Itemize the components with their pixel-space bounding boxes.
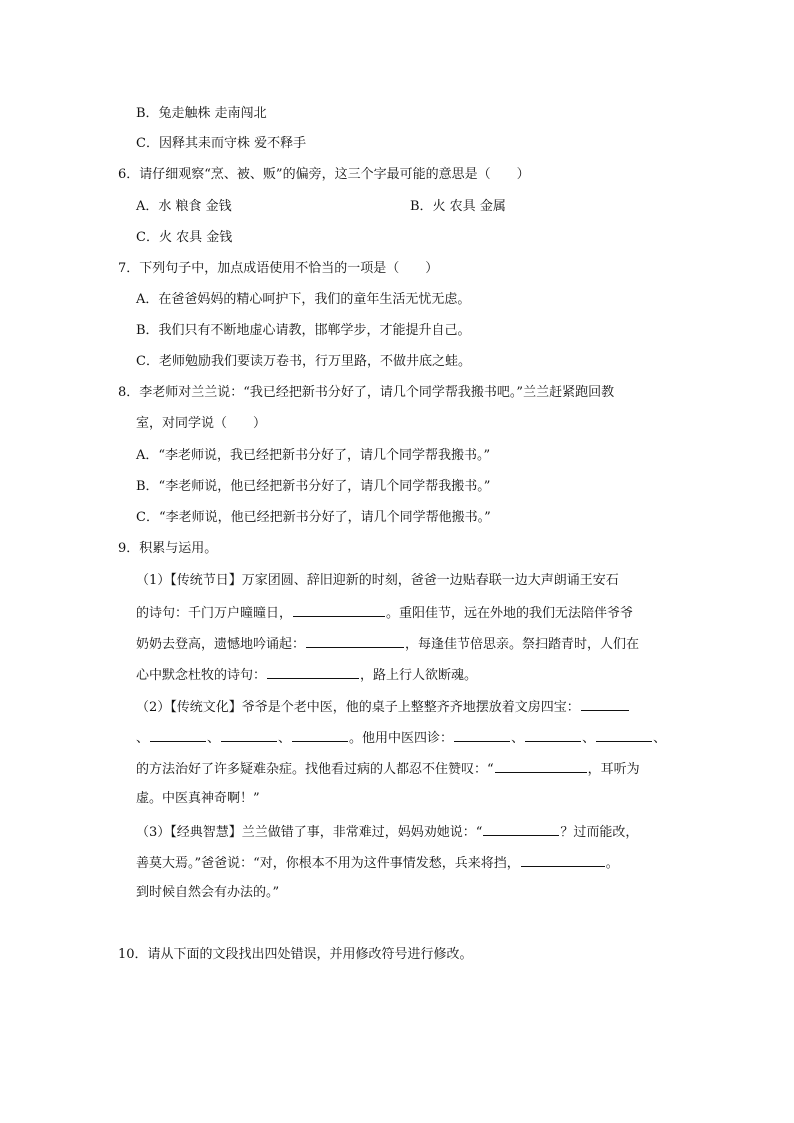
answer-blank[interactable]	[521, 852, 605, 867]
q5-option-c: C．因释其耒而守株 爱不释手	[136, 136, 307, 151]
q9-part2-text: 、	[136, 731, 150, 746]
q9-part2-text: 、	[653, 731, 667, 746]
q9-part2-text: 。他用中医四诊：	[349, 731, 454, 746]
q8-option-c: C．“李老师说，他已经把新书分好了，请几个同学帮他搬书。”	[136, 510, 491, 525]
q8-stem-line2: 室，对同学说（ ）	[136, 416, 267, 431]
q9-part3-line2	[136, 852, 619, 874]
q9-part2-text: （2）【传统文化】爷爷是个老中医，他的桌子上整整齐齐地摆放着文房四宝：	[136, 700, 580, 715]
q9-part1-line3	[136, 633, 639, 655]
q9-part2-text: 、	[511, 731, 525, 746]
q9-part1-text: ，路上行人欲断魂。	[360, 668, 478, 683]
q9-part2-line2	[136, 727, 666, 749]
q7-option-b: B．我们只有不断地虚心请教，邯郸学步，才能提升自己。	[136, 323, 471, 338]
q9-part2-line3	[136, 758, 640, 780]
q7-option-c: C．老师勉励我们要读万卷书，行万里路，不做井底之蛙。	[136, 354, 471, 369]
q7-option-a: A．在爸爸妈妈的精心呵护下，我们的童年生活无忧无虑。	[136, 292, 471, 307]
answer-blank[interactable]	[267, 664, 359, 679]
answer-blank[interactable]	[293, 602, 385, 617]
q9-part1-text: 奶奶去登高，遗憾地吟诵起：	[136, 637, 306, 652]
answer-blank[interactable]	[454, 727, 510, 742]
q9-part3-line3: 到时候自然会有办法的。”	[136, 885, 280, 900]
q9-part2-text: ，耳听为	[587, 762, 640, 777]
q9-stem: 9．积累与运用。	[118, 541, 218, 556]
q9-part1-line4	[136, 664, 477, 686]
q8-option-b: B．“李老师说，他已经把新书分好了，请几个同学帮我搬书。”	[136, 479, 491, 494]
q9-part3-text: 善莫大焉。”爸爸说：“对，你根本不用为这件事情发愁，兵来将挡，	[136, 856, 520, 871]
answer-blank[interactable]	[306, 633, 404, 648]
q9-part3-text: 。	[605, 856, 619, 871]
q9-part2-line1	[136, 696, 630, 718]
q9-part3-text: （3）【经典智慧】兰兰做错了事，非常难过，妈妈劝她说：“	[136, 825, 483, 840]
q6-stem: 6．请仔细观察“烹、被、贩”的偏旁，这三个字最可能的意思是（ ）	[118, 167, 530, 182]
q9-part2-text: 、	[207, 731, 221, 746]
answer-blank[interactable]	[483, 821, 559, 836]
q9-part2-text: 、	[278, 731, 292, 746]
answer-blank[interactable]	[525, 727, 581, 742]
q9-part1-line2	[136, 602, 633, 624]
q9-part1-line1: （1）【传统节日】万家团圆、辞旧迎新的时刻，爸爸一边贴春联一边大声朗诵王安石	[136, 573, 619, 588]
q9-part3-text: ？过而能改，	[560, 825, 639, 840]
q8-stem-line1: 8．李老师对兰兰说：“我已经把新书分好了，请几个同学帮我搬书吧。”兰兰赶紧跑回教	[118, 385, 615, 400]
q6-option-a: A．水 粮食 金钱	[136, 199, 232, 214]
answer-blank[interactable]	[495, 758, 587, 773]
q5-option-b: B．兔走触株 走南闯北	[136, 106, 267, 121]
q9-part1-text: 的诗句：千门万户曈曈日，	[136, 606, 293, 621]
q9-part3-line1	[136, 821, 638, 843]
q6-option-b: B．火 农具 金属	[410, 199, 506, 214]
answer-blank[interactable]	[221, 727, 277, 742]
q10-stem: 10．请从下面的文段找出四处错误，并用修改符号进行修改。	[118, 947, 473, 962]
answer-blank[interactable]	[581, 696, 629, 711]
q9-part2-text: 、	[582, 731, 596, 746]
q9-part2-text: 的方法治好了许多疑难杂症。找他看过病的人都忍不住赞叹：“	[136, 762, 494, 777]
q7-stem: 7．下列句子中，加点成语使用不恰当的一项是（ ）	[118, 261, 439, 276]
answer-blank[interactable]	[596, 727, 652, 742]
q9-part1-text: 。重阳佳节，远在外地的我们无法陪伴爷爷	[386, 606, 634, 621]
answer-blank[interactable]	[292, 727, 348, 742]
q6-option-c: C．火 农具 金钱	[136, 230, 233, 245]
answer-blank[interactable]	[150, 727, 206, 742]
q8-option-a: A．“李老师说，我已经把新书分好了，请几个同学帮我搬书。”	[136, 448, 491, 463]
q9-part1-text: ，每逢佳节倍思亲。祭扫踏青时，人们在	[405, 637, 640, 652]
q9-part2-line4: 虚。中医真神奇啊！”	[136, 791, 260, 806]
q9-part1-text: 心中默念杜牧的诗句：	[136, 668, 267, 683]
